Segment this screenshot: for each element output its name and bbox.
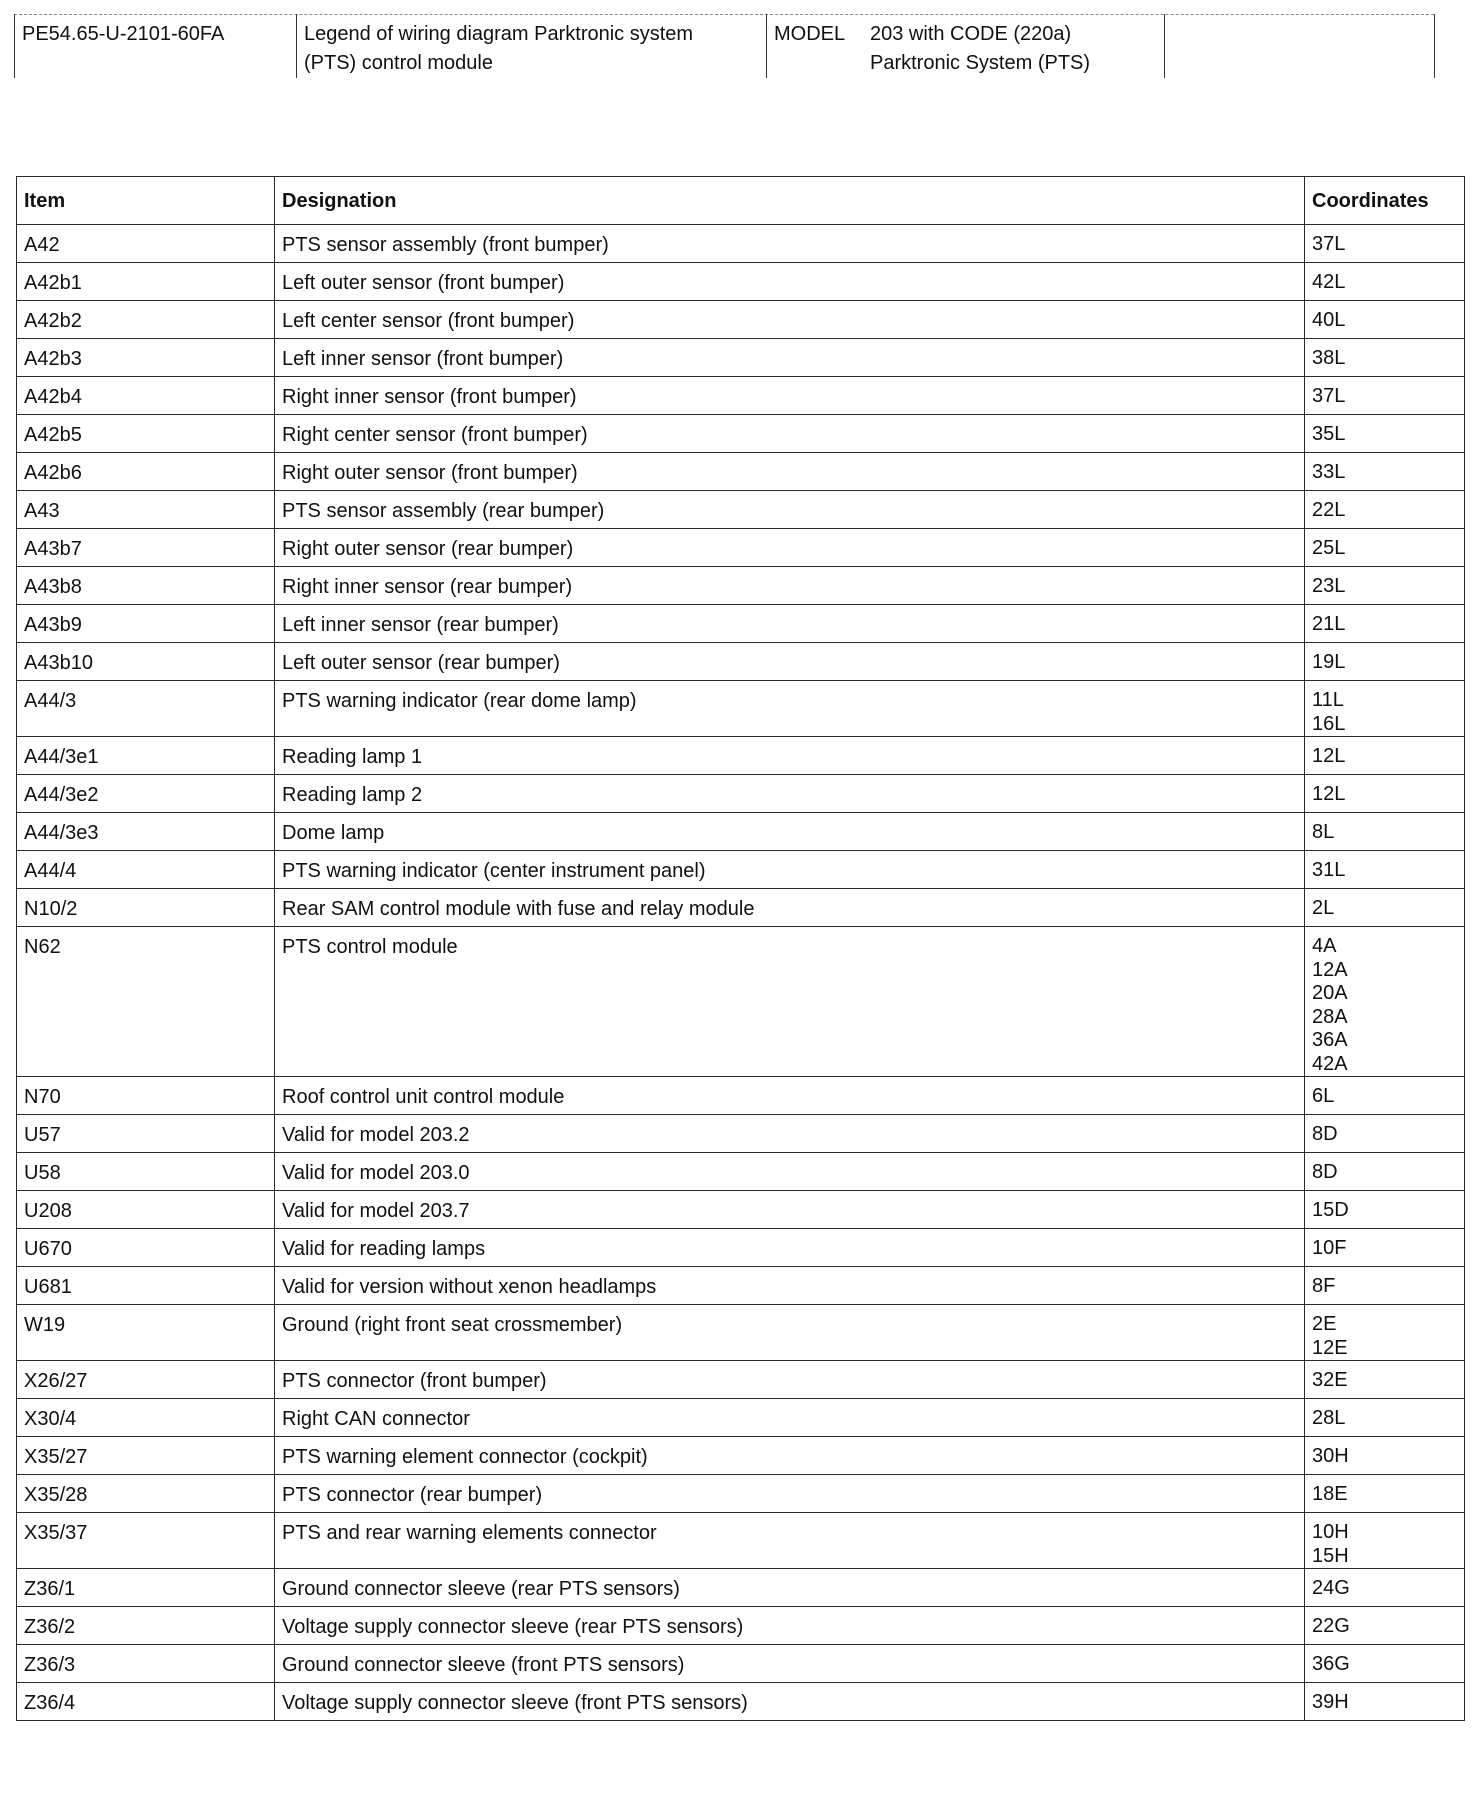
designation-cell: PTS sensor assembly (rear bumper)	[275, 491, 1305, 529]
document-header	[14, 14, 1434, 78]
coordinate-value: 24G	[1312, 1577, 1350, 1599]
table-row	[17, 1229, 1465, 1267]
coordinate-value: 8D	[1312, 1123, 1338, 1145]
coordinates-cell	[1305, 851, 1465, 889]
coordinate-value: 20A	[1312, 982, 1348, 1004]
coordinate-value: 32E	[1312, 1369, 1348, 1391]
coordinates-cell	[1305, 1229, 1465, 1267]
item-cell: A44/3e3	[17, 813, 275, 851]
item-cell: X30/4	[17, 1399, 275, 1437]
table-row	[17, 1267, 1465, 1305]
designation-cell: Right inner sensor (front bumper)	[275, 377, 1305, 415]
designation-cell: Right outer sensor (rear bumper)	[275, 529, 1305, 567]
coordinate-value: 10H	[1312, 1521, 1349, 1543]
item-cell: A43b7	[17, 529, 275, 567]
coordinates-cell	[1305, 1569, 1465, 1607]
item-cell: A44/3e1	[17, 737, 275, 775]
coordinates-cell	[1305, 415, 1465, 453]
coordinates-cell	[1305, 225, 1465, 263]
coordinates-cell	[1305, 339, 1465, 377]
table-row	[17, 529, 1465, 567]
item-cell: A43b8	[17, 567, 275, 605]
designation-cell: PTS sensor assembly (front bumper)	[275, 225, 1305, 263]
doc-title	[304, 20, 693, 78]
coordinate-value: 16L	[1312, 712, 1346, 735]
item-cell: X35/37	[17, 1513, 275, 1569]
table-row	[17, 1399, 1465, 1437]
table-row	[17, 1683, 1465, 1721]
table-row	[17, 301, 1465, 339]
table-row	[17, 225, 1465, 263]
coordinate-value: 2E	[1312, 1313, 1337, 1335]
table-row	[17, 889, 1465, 927]
item-cell: Z36/4	[17, 1683, 275, 1721]
coordinate-value: 8L	[1312, 821, 1335, 843]
item-cell: X35/28	[17, 1475, 275, 1513]
coordinate-value: 15H	[1312, 1544, 1349, 1567]
header-title-cell	[296, 14, 766, 78]
header-model-cell	[766, 14, 1164, 78]
coordinate-value: 2L	[1312, 897, 1335, 919]
item-cell: A42b6	[17, 453, 275, 491]
designation-cell: Voltage supply connector sleeve (rear PTS sensors)	[275, 1607, 1305, 1645]
table-row	[17, 567, 1465, 605]
coordinate-value: 42L	[1312, 271, 1346, 293]
item-cell: A42b1	[17, 263, 275, 301]
designation-cell: Dome lamp	[275, 813, 1305, 851]
designation-cell: Left outer sensor (front bumper)	[275, 263, 1305, 301]
legend-table	[16, 176, 1465, 1721]
header-empty-cell	[1164, 14, 1434, 78]
coordinate-value: 22L	[1312, 499, 1346, 521]
item-cell: U58	[17, 1153, 275, 1191]
item-cell: N62	[17, 927, 275, 1077]
designation-cell: PTS and rear warning elements connector	[275, 1513, 1305, 1569]
coordinates-cell	[1305, 1399, 1465, 1437]
coordinates-cell	[1305, 813, 1465, 851]
coordinate-value: 12E	[1312, 1336, 1348, 1359]
designation-cell: Ground (right front seat crossmember)	[275, 1305, 1305, 1361]
table-row	[17, 605, 1465, 643]
designation-cell: Valid for model 203.7	[275, 1191, 1305, 1229]
table-row	[17, 1305, 1465, 1361]
coordinate-value: 36A	[1312, 1029, 1348, 1051]
item-cell: X35/27	[17, 1437, 275, 1475]
coordinate-value: 33L	[1312, 461, 1346, 483]
coordinates-cell	[1305, 775, 1465, 813]
column-header-designation: Designation	[275, 177, 1305, 225]
coordinates-cell	[1305, 889, 1465, 927]
designation-cell: Left inner sensor (rear bumper)	[275, 605, 1305, 643]
coordinates-cell	[1305, 529, 1465, 567]
table-row	[17, 1569, 1465, 1607]
coordinate-value: 21L	[1312, 613, 1346, 635]
item-cell: A43b10	[17, 643, 275, 681]
coordinate-value: 4A	[1312, 935, 1337, 957]
coordinate-value: 11L	[1312, 689, 1344, 711]
table-row	[17, 1191, 1465, 1229]
header-right-border	[1434, 14, 1436, 78]
designation-cell: PTS warning element connector (cockpit)	[275, 1437, 1305, 1475]
item-cell: X26/27	[17, 1361, 275, 1399]
designation-cell: PTS connector (front bumper)	[275, 1361, 1305, 1399]
coordinate-value: 30H	[1312, 1445, 1349, 1467]
coordinate-value: 6L	[1312, 1085, 1335, 1107]
coordinates-cell	[1305, 1437, 1465, 1475]
coordinate-value: 12L	[1312, 783, 1346, 805]
coordinate-value: 18E	[1312, 1483, 1348, 1505]
designation-cell: Right CAN connector	[275, 1399, 1305, 1437]
designation-cell: Right outer sensor (front bumper)	[275, 453, 1305, 491]
coordinates-cell	[1305, 1607, 1465, 1645]
model-label: MODEL	[774, 23, 846, 45]
coordinates-cell	[1305, 1645, 1465, 1683]
item-cell: A42b2	[17, 301, 275, 339]
coordinate-value: 10F	[1312, 1237, 1347, 1259]
table-row	[17, 263, 1465, 301]
coordinate-value: 42A	[1312, 1052, 1348, 1075]
table-row	[17, 377, 1465, 415]
designation-cell: Valid for model 203.2	[275, 1115, 1305, 1153]
coordinate-value: 39H	[1312, 1691, 1349, 1713]
model-line2: Parktronic System (PTS)	[870, 52, 1091, 74]
coordinates-cell	[1305, 1475, 1465, 1513]
coordinates-cell	[1305, 491, 1465, 529]
table-row	[17, 1077, 1465, 1115]
table-row	[17, 1437, 1465, 1475]
table-row	[17, 643, 1465, 681]
table-row	[17, 415, 1465, 453]
table-row	[17, 1115, 1465, 1153]
item-cell: A42b5	[17, 415, 275, 453]
column-header-coordinates: Coordinates	[1305, 177, 1465, 225]
coordinates-cell	[1305, 301, 1465, 339]
item-cell: A42b4	[17, 377, 275, 415]
coordinates-cell	[1305, 643, 1465, 681]
model-line1: 203 with CODE (220a)	[870, 23, 1072, 45]
item-cell: W19	[17, 1305, 275, 1361]
table-row	[17, 813, 1465, 851]
item-cell: U681	[17, 1267, 275, 1305]
coordinates-cell	[1305, 1361, 1465, 1399]
coordinates-cell	[1305, 681, 1465, 737]
coordinates-cell	[1305, 1115, 1465, 1153]
designation-cell: Right center sensor (front bumper)	[275, 415, 1305, 453]
item-cell: A43b9	[17, 605, 275, 643]
table-row	[17, 1153, 1465, 1191]
coordinate-value: 12L	[1312, 745, 1346, 767]
designation-cell: Valid for model 203.0	[275, 1153, 1305, 1191]
designation-cell: PTS control module	[275, 927, 1305, 1077]
table-row	[17, 927, 1465, 1077]
coordinate-value: 12A	[1312, 958, 1348, 981]
coordinate-value: 28L	[1312, 1407, 1346, 1429]
designation-cell: Left center sensor (front bumper)	[275, 301, 1305, 339]
header-doc-code-cell	[14, 14, 296, 78]
coordinates-cell	[1305, 737, 1465, 775]
item-cell: A44/3e2	[17, 775, 275, 813]
designation-cell: Ground connector sleeve (front PTS sensors)	[275, 1645, 1305, 1683]
coordinate-value: 36G	[1312, 1653, 1350, 1675]
designation-cell: Right inner sensor (rear bumper)	[275, 567, 1305, 605]
coordinates-cell	[1305, 927, 1465, 1077]
coordinates-cell	[1305, 1513, 1465, 1569]
item-cell: Z36/3	[17, 1645, 275, 1683]
table-row	[17, 1361, 1465, 1399]
table-row	[17, 1645, 1465, 1683]
item-cell: N70	[17, 1077, 275, 1115]
item-cell: A44/3	[17, 681, 275, 737]
table-header-row	[17, 177, 1465, 225]
coordinate-value: 28A	[1312, 1005, 1348, 1028]
coordinate-value: 35L	[1312, 423, 1346, 445]
coordinate-value: 15D	[1312, 1199, 1349, 1221]
legend-table-body	[17, 225, 1465, 1721]
coordinates-cell	[1305, 1191, 1465, 1229]
coordinates-cell	[1305, 605, 1465, 643]
item-cell: A44/4	[17, 851, 275, 889]
table-row	[17, 491, 1465, 529]
table-row	[17, 851, 1465, 889]
designation-cell: Valid for version without xenon headlamps	[275, 1267, 1305, 1305]
table-row	[17, 1607, 1465, 1645]
coordinates-cell	[1305, 1077, 1465, 1115]
designation-cell: Ground connector sleeve (rear PTS sensors)	[275, 1569, 1305, 1607]
designation-cell: Left inner sensor (front bumper)	[275, 339, 1305, 377]
doc-code: PE54.65-U-2101-60FA	[22, 23, 225, 45]
doc-title-line2: (PTS) control module	[304, 52, 493, 74]
designation-cell: PTS warning indicator (rear dome lamp)	[275, 681, 1305, 737]
designation-cell: PTS warning indicator (center instrument panel)	[275, 851, 1305, 889]
table-row	[17, 1475, 1465, 1513]
item-cell: Z36/2	[17, 1607, 275, 1645]
table-row	[17, 1513, 1465, 1569]
item-cell: U208	[17, 1191, 275, 1229]
item-cell: U57	[17, 1115, 275, 1153]
coordinates-cell	[1305, 263, 1465, 301]
item-cell: Z36/1	[17, 1569, 275, 1607]
designation-cell: Roof control unit control module	[275, 1077, 1305, 1115]
coordinate-value: 37L	[1312, 233, 1346, 255]
table-row	[17, 775, 1465, 813]
coordinate-value: 8F	[1312, 1275, 1336, 1297]
designation-cell: Rear SAM control module with fuse and relay module	[275, 889, 1305, 927]
designation-cell: Valid for reading lamps	[275, 1229, 1305, 1267]
coordinate-value: 23L	[1312, 575, 1346, 597]
coordinates-cell	[1305, 377, 1465, 415]
table-row	[17, 453, 1465, 491]
doc-title-line1: Legend of wiring diagram Parktronic system	[304, 23, 694, 45]
coordinate-value: 40L	[1312, 309, 1346, 331]
item-cell: A43	[17, 491, 275, 529]
coordinate-value: 38L	[1312, 347, 1346, 369]
coordinates-cell	[1305, 567, 1465, 605]
model-value	[870, 20, 1090, 78]
coordinates-cell	[1305, 453, 1465, 491]
column-header-item: Item	[17, 177, 275, 225]
table-row	[17, 339, 1465, 377]
item-cell: A42	[17, 225, 275, 263]
table-row	[17, 737, 1465, 775]
coordinate-value: 19L	[1312, 651, 1346, 673]
designation-cell: Voltage supply connector sleeve (front PTS sensors)	[275, 1683, 1305, 1721]
designation-cell: Left outer sensor (rear bumper)	[275, 643, 1305, 681]
coordinate-value: 31L	[1312, 859, 1346, 881]
coordinate-value: 8D	[1312, 1161, 1338, 1183]
item-cell: A42b3	[17, 339, 275, 377]
coordinate-value: 37L	[1312, 385, 1346, 407]
coordinates-cell	[1305, 1683, 1465, 1721]
coordinates-cell	[1305, 1267, 1465, 1305]
coordinate-value: 22G	[1312, 1615, 1350, 1637]
designation-cell: Reading lamp 1	[275, 737, 1305, 775]
designation-cell: PTS connector (rear bumper)	[275, 1475, 1305, 1513]
item-cell: U670	[17, 1229, 275, 1267]
coordinate-value: 25L	[1312, 537, 1346, 559]
coordinates-cell	[1305, 1305, 1465, 1361]
table-row	[17, 681, 1465, 737]
designation-cell: Reading lamp 2	[275, 775, 1305, 813]
coordinates-cell	[1305, 1153, 1465, 1191]
item-cell: N10/2	[17, 889, 275, 927]
